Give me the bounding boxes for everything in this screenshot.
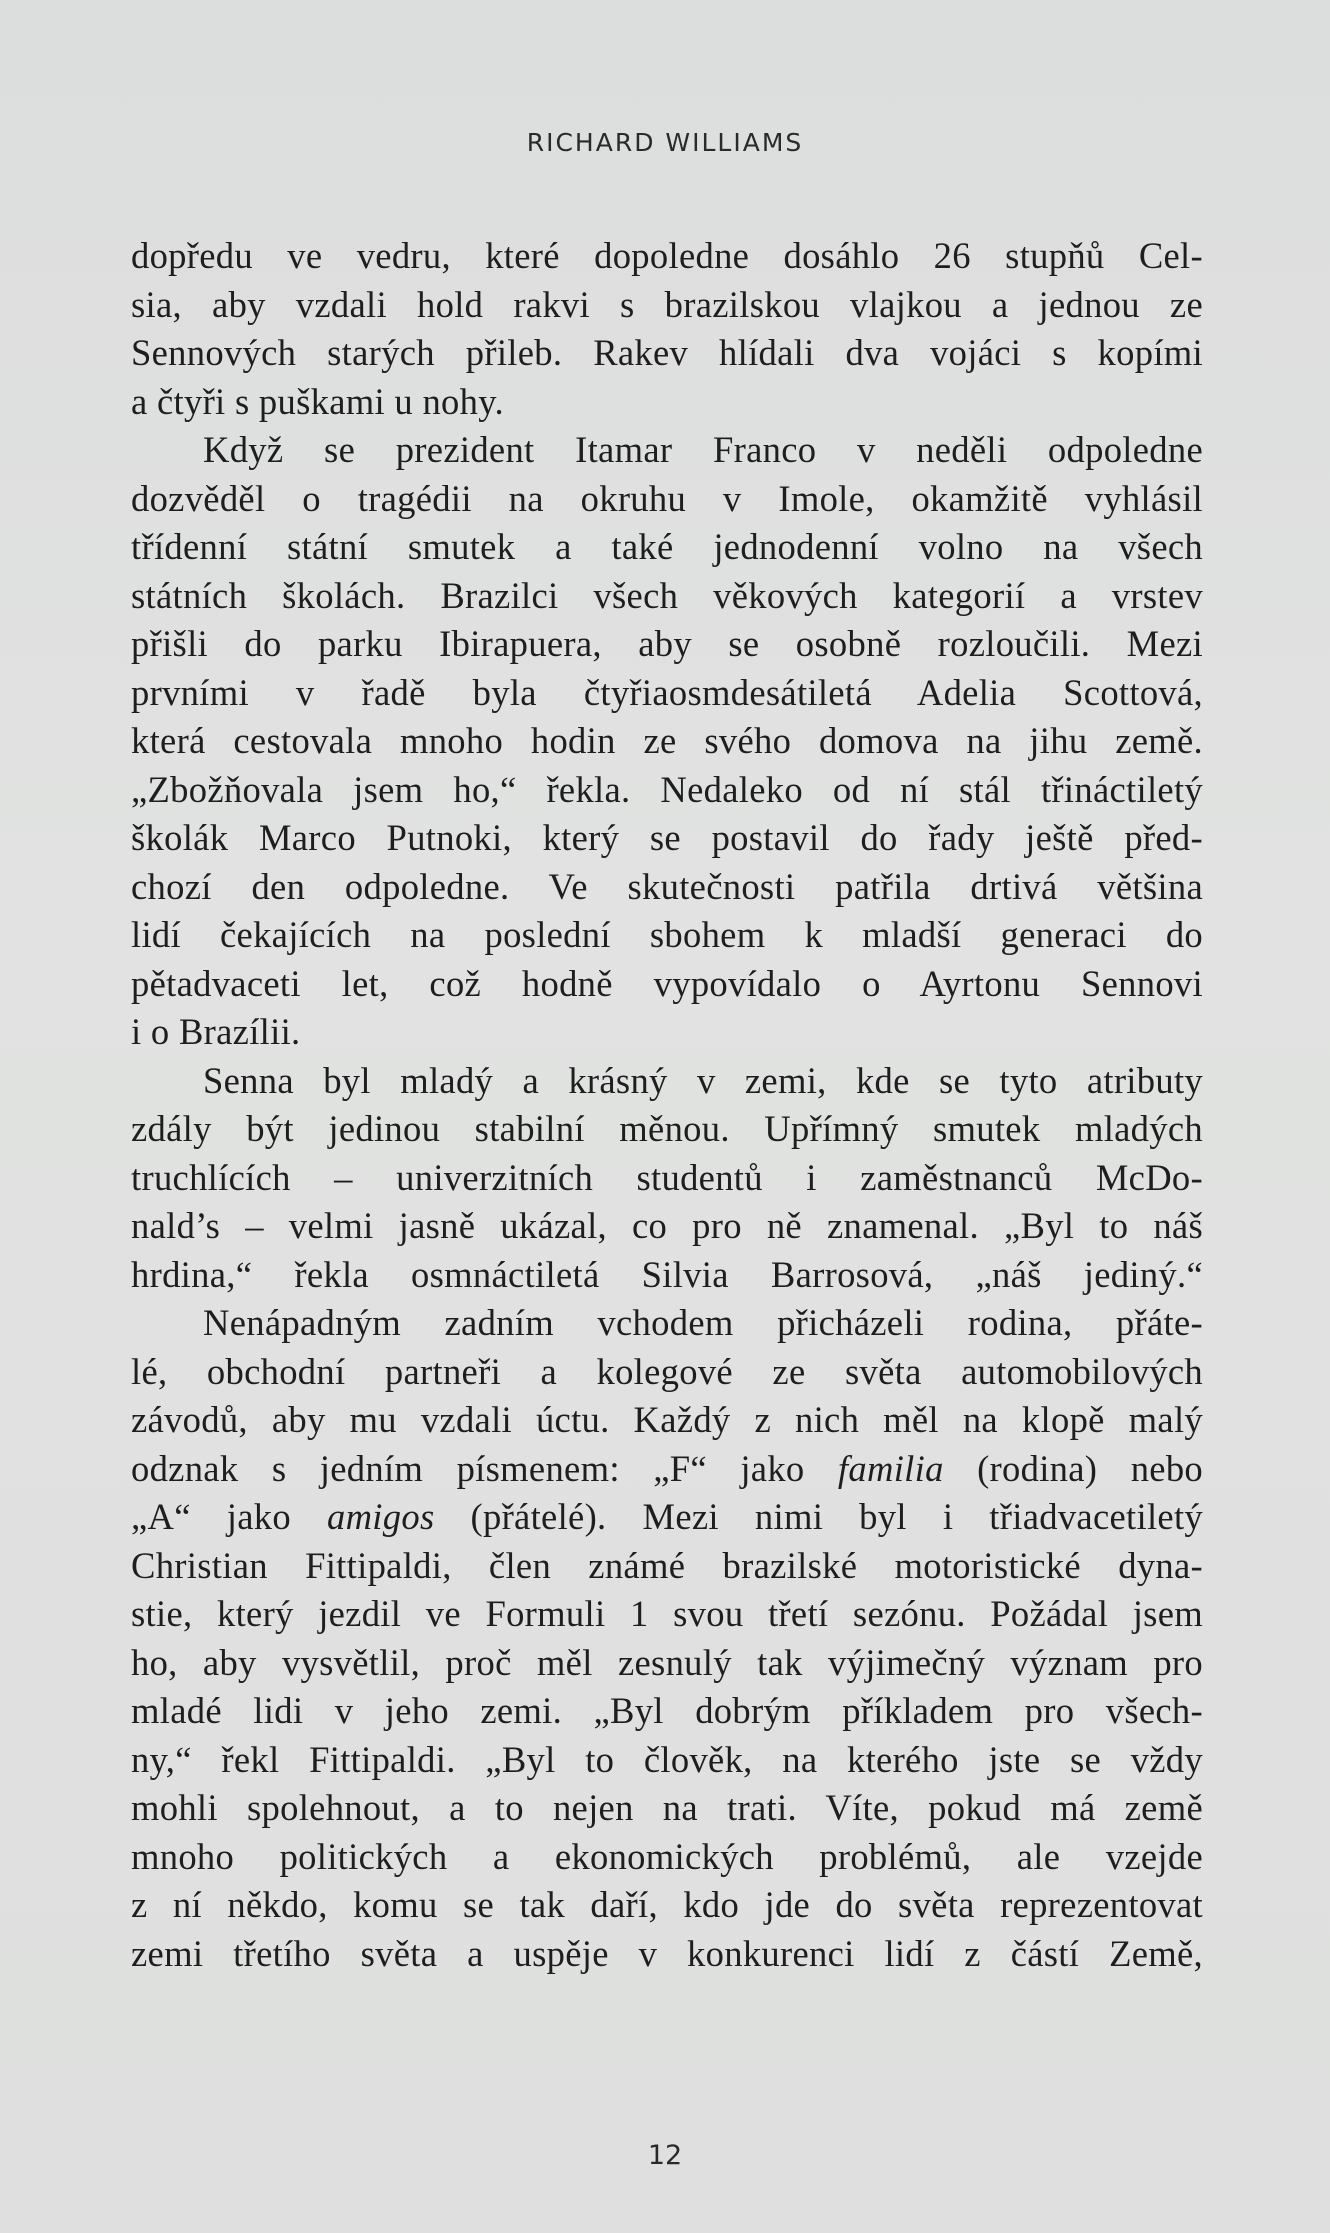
text-line: přišli do parku Ibirapuera, aby se osobně rozloučili. Mezi bbox=[131, 623, 1203, 664]
text-line: zemi třetího světa a uspěje v konkurenci lidí z částí Země, bbox=[131, 1932, 1203, 1974]
text-line: lé, obchodní partneři a kolegové ze světa automobilových bbox=[131, 1350, 1203, 1392]
page-number: 12 bbox=[647, 2140, 683, 2171]
text-line: státních školách. Brazilci všech věkových kategorií a vrstev bbox=[131, 574, 1203, 616]
text-line: „Zbožňovala jsem ho,“ řekla. Nedaleko od ní stál třináctiletý bbox=[131, 768, 1203, 810]
text-line: stie, který jezdil ve Formuli 1 svou třetí sezónu. Požádal jsem bbox=[131, 1593, 1203, 1634]
text-line: zdály být jedinou stabilní měnou. Upřímný smutek mladých bbox=[131, 1108, 1203, 1149]
text-line: mnoho politických a ekonomických problémů, ale vzejde bbox=[131, 1835, 1203, 1877]
text-line: nald’s – velmi jasně ukázal, co pro ně znamenal. „Byl to náš bbox=[131, 1205, 1203, 1246]
text-line: chozí den odpoledne. Ve skutečnosti patřila drtivá většina bbox=[131, 865, 1203, 907]
text-line: i o Brazílii. bbox=[131, 1011, 301, 1052]
text-line: z ní někdo, komu se tak daří, kdo jde do světa reprezentovat bbox=[131, 1884, 1203, 1925]
text-line: mohli spolehnout, a to nejen na trati. Víte, pokud má země bbox=[131, 1787, 1203, 1828]
text-line: Christian Fittipaldi, člen známé brazilské motoristické dyna- bbox=[131, 1544, 1203, 1586]
text-line: ho, aby vysvětlil, proč měl zesnulý tak výjimečný význam pro bbox=[131, 1641, 1203, 1683]
text-line: truchlících – univerzitních studentů i zaměstnanců McDo- bbox=[131, 1156, 1203, 1198]
text-line: Sennových starých přileb. Rakev hlídali dva vojáci s kopími bbox=[131, 332, 1203, 373]
running-head: RICHARD WILLIAMS bbox=[526, 128, 804, 157]
text-line: pětadvaceti let, což hodně vypovídalo o Ayrtonu Sennovi bbox=[131, 962, 1203, 1004]
text-line: Nenápadným zadním vchodem přicházeli rodina, přáte- bbox=[203, 1302, 1203, 1343]
text-line: školák Marco Putnoki, který se postavil do řady ještě před- bbox=[131, 817, 1203, 858]
text-line: dopředu ve vedru, které dopoledne dosáhlo 26 stupňů Cel- bbox=[131, 235, 1203, 276]
text-line: ny,“ řekl Fittipaldi. „Byl to člověk, na kterého jste se vždy bbox=[131, 1738, 1203, 1780]
text-line: lidí čekajících na poslední sbohem k mladší generaci do bbox=[131, 914, 1203, 955]
text-line: hrdina,“ řekla osmnáctiletá Silvia Barrosová, „náš jediný.“ bbox=[131, 1253, 1203, 1295]
text-line: mladé lidi v jeho zemi. „Byl dobrým příkladem pro všech- bbox=[131, 1690, 1203, 1731]
text-line: třídenní státní smutek a také jednodenní volno na všech bbox=[131, 526, 1203, 567]
text-line: prvními v řadě byla čtyřiaosmdesátiletá Adelia Scottová, bbox=[131, 671, 1203, 713]
text-line: Senna byl mladý a krásný v zemi, kde se tyto atributy bbox=[203, 1059, 1203, 1101]
text-line: která cestovala mnoho hodin ze svého domova na jihu země. bbox=[131, 720, 1203, 761]
text-line: Když se prezident Itamar Franco v neděli odpoledne bbox=[203, 429, 1203, 470]
body-text bbox=[131, 232, 1203, 1978]
text-line: dozvěděl o tragédii na okruhu v Imole, okamžitě vyhlásil bbox=[131, 477, 1203, 519]
text-line: sia, aby vzdali hold rakvi s brazilskou vlajkou a jednou ze bbox=[131, 283, 1203, 325]
text-line: „A“ jako amigos (přátelé). Mezi nimi byl i třiadvacetiletý bbox=[131, 1496, 1203, 1537]
text-line: odznak s jedním písmenem: „F“ jako familia (rodina) nebo bbox=[131, 1447, 1203, 1489]
text-line: a čtyři s puškami u nohy. bbox=[131, 380, 504, 422]
text-line: závodů, aby mu vzdali úctu. Každý z nich měl na klopě malý bbox=[131, 1399, 1203, 1440]
